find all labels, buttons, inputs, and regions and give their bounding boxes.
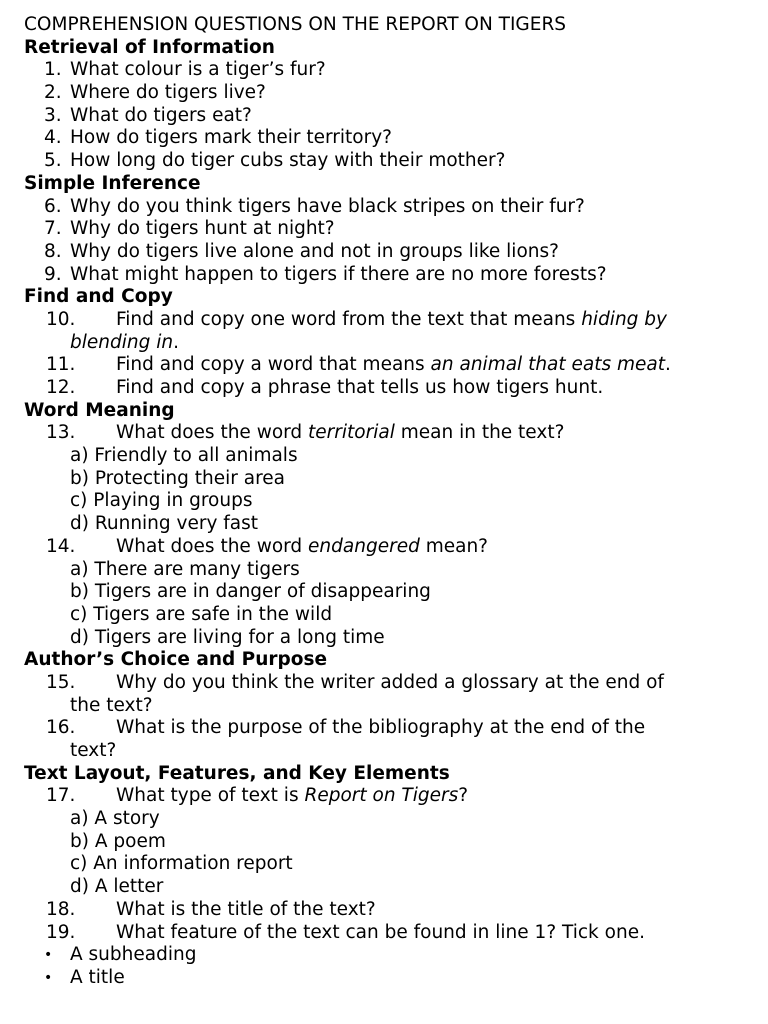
question-number: 12. (46, 377, 76, 398)
question-number: 5. (44, 150, 62, 172)
answer-option: c) Tigers are safe in the wild (70, 603, 333, 625)
question-number: 6. (44, 195, 62, 217)
section-heading-inference: Simple Inference (24, 172, 201, 194)
question-text-italic: blending in (70, 331, 174, 353)
bullet-icon: • (44, 969, 53, 986)
question-10-continued (24, 332, 744, 355)
question-text-part: What does the word (116, 535, 309, 557)
question-17 (24, 785, 744, 808)
question-number: 18. (46, 898, 76, 920)
bullet-icon: • (44, 947, 53, 964)
question-text-part: mean in the text? (394, 422, 565, 444)
question-5 (24, 150, 744, 173)
question-number: 8. (44, 240, 62, 262)
answer-option: d) Tigers are living for a long time (70, 626, 385, 648)
answer-option: a) A story (70, 808, 160, 830)
question-number: 3. (44, 104, 62, 126)
question-1 (24, 59, 744, 82)
question-text (116, 536, 488, 559)
answer-option: b) Protecting their area (70, 467, 285, 489)
question-text: Why do you think the writer added a glossary at the end of (116, 671, 664, 693)
question-number: 2. (44, 82, 62, 104)
question-3 (24, 105, 744, 128)
question-text: What colour is a tiger’s fur? (70, 59, 326, 81)
question-text-italic: endangered (308, 535, 420, 557)
question-text: Find and copy a phrase that tells us how tigers hunt. (116, 377, 604, 398)
question-6 (24, 196, 744, 219)
question-text: What feature of the text can be found in line 1? Tick one. (116, 921, 645, 943)
section-heading-find-copy: Find and Copy (24, 286, 173, 308)
question-13 (24, 422, 744, 445)
question-text (116, 354, 671, 377)
section-heading-retrieval: Retrieval of Information (24, 36, 275, 58)
question-19 (24, 922, 744, 945)
question-text-part: What type of text is (116, 785, 305, 807)
question-text-part: mean? (419, 535, 488, 557)
question-18 (24, 899, 744, 922)
question-text-italic: hiding by (581, 308, 667, 330)
bullet-option (24, 967, 744, 990)
question-text-part: What does the word (116, 422, 309, 444)
question-text-part: . (173, 331, 179, 353)
section-heading-word-meaning: Word Meaning (24, 399, 175, 421)
question-text-italic: territorial (308, 422, 395, 444)
question-number: 11. (46, 354, 76, 376)
question-number: 9. (44, 263, 62, 285)
question-number: 19. (46, 921, 76, 943)
bullet-text: A title (70, 966, 125, 988)
bullet-option (24, 944, 744, 967)
question-number: 7. (44, 218, 62, 240)
bullet-text: A subheading (70, 944, 197, 966)
answer-option: c) An information report (70, 853, 293, 875)
question-text: Where do tigers live? (70, 82, 266, 104)
question-14 (24, 536, 744, 559)
question-12 (24, 377, 744, 400)
question-text (116, 309, 667, 332)
question-text (116, 785, 468, 808)
question-text-italic: an animal that eats meat (430, 354, 666, 376)
section-heading-text-layout: Text Layout, Features, and Key Elements (24, 762, 450, 784)
question-number: 17. (46, 785, 76, 807)
answer-option: b) A poem (70, 830, 166, 852)
question-number: 14. (46, 535, 76, 557)
question-text: Why do tigers hunt at night? (70, 218, 335, 240)
answer-option: d) Running very fast (70, 513, 259, 535)
question-text-part: Find and copy a word that means (116, 354, 431, 376)
question-number: 16. (46, 717, 76, 739)
question-8 (24, 241, 744, 264)
answer-option: c) Playing in groups (70, 490, 253, 512)
question-15 (24, 672, 744, 695)
question-4 (24, 127, 744, 150)
question-text: How long do tiger cubs stay with their mother? (70, 150, 506, 172)
question-number: 10. (46, 308, 76, 330)
question-2 (24, 82, 744, 105)
question-text: What might happen to tigers if there are no more forests? (70, 263, 607, 285)
question-text-part: ? (458, 785, 469, 807)
section-heading-authors-choice: Author’s Choice and Purpose (24, 649, 328, 671)
page-title: COMPREHENSION QUESTIONS ON THE REPORT ON TIGERS (24, 14, 567, 35)
question-text-italic: Report on Tigers (304, 785, 459, 807)
question-text: How do tigers mark their territory? (70, 127, 392, 149)
question-number: 13. (46, 422, 76, 444)
question-9 (24, 264, 744, 287)
question-7 (24, 218, 744, 241)
question-text: Why do you think tigers have black stripes on their fur? (70, 195, 585, 217)
answer-option: a) There are many tigers (70, 558, 300, 580)
answer-option: a) Friendly to all animals (70, 445, 298, 467)
question-text-part: Find and copy one word from the text that means (116, 308, 582, 330)
question-16 (24, 717, 744, 740)
question-number: 1. (44, 59, 62, 81)
question-text: What is the purpose of the bibliography at the end of the (116, 717, 646, 739)
question-text: What do tigers eat? (70, 104, 252, 126)
question-number: 4. (44, 127, 62, 149)
answer-option: d) A letter (70, 876, 164, 898)
question-number: 15. (46, 671, 76, 693)
question-10 (24, 309, 744, 332)
question-text (116, 422, 564, 445)
question-11 (24, 354, 744, 377)
question-text: What is the title of the text? (116, 898, 376, 920)
answer-option: b) Tigers are in danger of disappearing (70, 581, 431, 603)
worksheet (24, 14, 744, 990)
question-text: Why do tigers live alone and not in groups like lions? (70, 240, 559, 262)
question-16-continued: text? (70, 740, 117, 761)
question-text-part: . (665, 354, 671, 376)
question-15-continued: the text? (70, 694, 153, 716)
